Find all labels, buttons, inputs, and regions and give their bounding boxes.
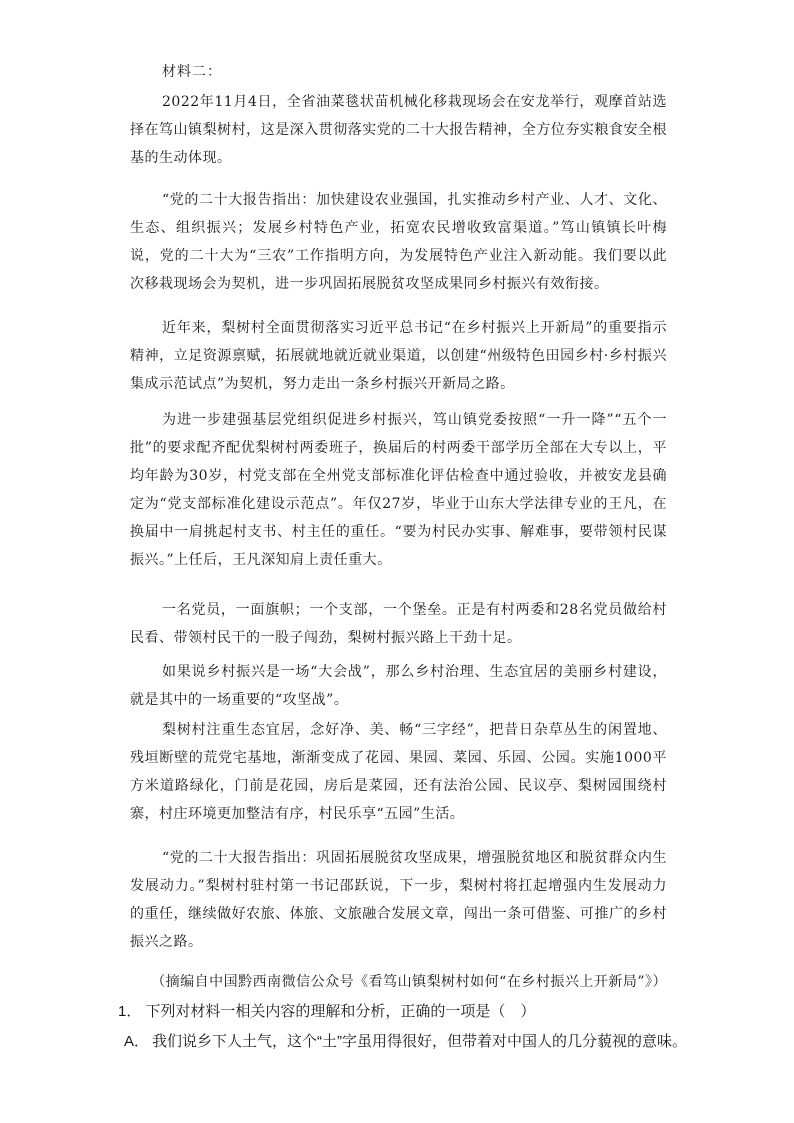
question-number: 1． bbox=[118, 1003, 142, 1020]
question-1 bbox=[118, 998, 678, 1026]
paragraph-7: 梨树村注重生态宜居，念好净、美、畅“三字经”，把昔日杂草丛生的闲置地、残垣断壁的荒党宅基地，渐渐变成了花园、果园、菜园、乐园、公园。实施1000平方米道路绿化，门前是花园，房后是菜园，还有法治公园、民议亭、梨树园围绕村寨，村庄环境更加整洁有序，村民乐享“五园”生活。 bbox=[130, 722, 667, 822]
paragraph-1: 2022年11月4日，全省油菜毯状苗机械化移栽现场会在安龙举行，观摩首站选择在笃山镇梨树村，这是深入贯彻落实党的二十大报告精神，全方位夯实粮食安全根基的生动体现。 bbox=[130, 94, 667, 166]
source-citation: （摘编自中国黔西南微信公众号《看笃山镇梨树村如何“在乡村振兴上开新局”》） bbox=[151, 974, 667, 990]
paragraph-6: 如果说乡村振兴是一场“大会战”，那么乡村治理、生态宜居的美丽乡村建设，就是其中的一场重要的“攻坚战”。 bbox=[130, 664, 667, 708]
option-a bbox=[124, 1028, 688, 1056]
paragraph-8: “党的二十大报告指出：巩固拓展脱贫攻坚成果，增强脱贫地区和脱贫群众内生发展动力。”梨树村驻村第一书记邵跃说，下一步，梨树村将扛起增强内生发展动力的重任，继续做好农旅、体旅、文旅融合发展文章，闯出一条可借鉴、可推广的乡村振兴之路。 bbox=[130, 850, 667, 950]
paragraph-5: 一名党员，一面旗帜；一个支部，一个堡垒。正是有村两委和28名党员做给村民看、带领村民干的一股子闯劲，梨树村振兴路上干劲十足。 bbox=[130, 602, 667, 646]
option-text: 我们说乡下人土气，这个“土”字虽用得很好，但带着对中国人的几分藐视的意味。 bbox=[152, 1033, 688, 1050]
paragraph-4: 为进一步建强基层党组织促进乡村振兴，笃山镇党委按照“一升一降”“五个一批”的要求配齐配优梨树村两委班子，换届后的村两委干部学历全部在大专以上，平均年龄为30岁，村党支部在全州党支部标准化评估检查中通过验收，并被安龙县确定为“党支部标准化建设示范点”。年仅27岁，毕业于山东大学法律专业的王凡，在换届中一肩挑起村支书、村主任的重任。“要为村民办实事、解难事，要带领村民谋振兴。”上任后，王凡深知肩上责任重大。 bbox=[130, 412, 667, 568]
paragraph-2: “党的二十大报告指出：加快建设农业强国，扎实推动乡村产业、人才、文化、生态、组织振兴；发展乡村特色产业，拓宽农民增收致富渠道。”笃山镇镇长叶梅说，党的二十大为“三农”工作指明方向，为发展特色产业注入新动能。我们要以此次移栽现场会为契机，进一步巩固拓展脱贫攻坚成果同乡村振兴有效衔接。 bbox=[130, 192, 667, 292]
material-heading: 材料二： bbox=[162, 64, 222, 80]
option-letter: A． bbox=[124, 1033, 150, 1050]
paragraph-3: 近年来，梨树村全面贯彻落实习近平总书记“在乡村振兴上开新局”的重要指示精神，立足资源禀赋，拓展就地就近就业渠道，以创建“州级特色田园乡村·乡村振兴集成示范试点”为契机，努力走出一条乡村振兴开新局之路。 bbox=[130, 320, 667, 392]
question-stem: 下列对材料一相关内容的理解和分析，正确的一项是（ ） bbox=[145, 1003, 536, 1020]
